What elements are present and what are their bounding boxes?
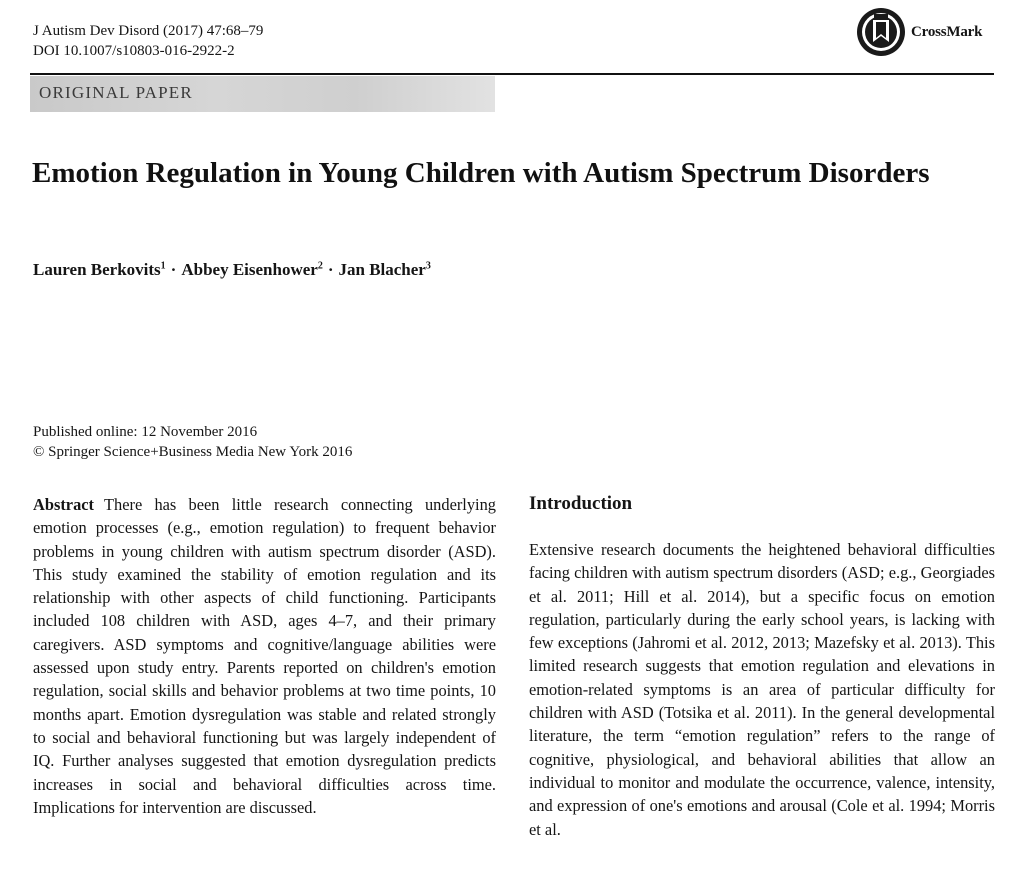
introduction-heading: Introduction bbox=[529, 493, 633, 514]
article-type-label: ORIGINAL PAPER bbox=[39, 83, 193, 102]
crossmark-icon bbox=[855, 6, 907, 58]
publication-info bbox=[33, 422, 352, 462]
author-separator: · bbox=[170, 260, 177, 279]
abstract-text: There has been little research connecting underlying emotion processes (e.g., emotion regulation) to frequent behavior problems in young children with autism spectrum disorder (ASD). This study examined the stability of emotion regulation and its relationship with other aspects of child functioning. Participants included 108 children with ASD, ages 4–7, and their primary caregivers. ASD symptoms and cognitive/language abilities were assessed upon study entry. Parents reported on children's emotion regulation, social skills and behavior problems at two time points, 10 months apart. Emotion dysregulation was stable and related strongly to social and behavioral functioning but was largely independent of IQ. Further analyses suggested that emotion dysregulation predicts increases in social and behavioral difficulties across time. Implications for intervention are discussed. bbox=[33, 495, 496, 817]
crossmark-label: CrossMark bbox=[911, 23, 983, 40]
author-name[interactable]: Abbey Eisenhower bbox=[181, 260, 318, 279]
author-name[interactable]: Lauren Berkovits bbox=[33, 260, 161, 279]
abstract-section bbox=[33, 493, 496, 819]
author-affiliation: 2 bbox=[317, 260, 323, 272]
published-date: Published online: 12 November 2016 bbox=[33, 424, 258, 440]
header-rule bbox=[30, 73, 994, 75]
author-list bbox=[33, 260, 431, 280]
paper-title: Emotion Regulation in Young Children with Autism Spectrum Disorders bbox=[32, 157, 930, 189]
copyright-notice: © Springer Science+Business Media New York 2016 bbox=[33, 444, 353, 460]
doi-line[interactable]: DOI 10.1007/s10803-016-2922-2 bbox=[33, 43, 235, 59]
introduction-section bbox=[529, 493, 995, 841]
author-affiliation: 1 bbox=[160, 260, 166, 272]
journal-citation bbox=[33, 21, 263, 61]
introduction-text: Extensive research documents the heightened behavioral difficulties facing children with autism spectrum disorders (ASD; e.g., Georgiades et al. 2011; Hill et al. 2014), but a specific focus on emotion regulation, particularly during the early school years, is lacking with few exceptions (Jahromi et al. 2012, 2013; Mazefsky et al. 2013). This limited research suggests that emotion regulation and elevations in emotion-related symptoms is an area of particular difficulty for children with ASD (Totsika et al. 2011). In the general developmental literature, the term “emotion regulation” refers to the range of cognitive, physiological, and behavioral abilities that allow an individual to monitor and modulate the occurrence, valence, intensity, and expression of one's emotions and arousal (Cole et al. 1994; Morris et al. bbox=[529, 540, 995, 839]
journal-line: J Autism Dev Disord (2017) 47:68–79 bbox=[33, 23, 264, 39]
article-type-banner bbox=[30, 76, 495, 112]
author-separator: · bbox=[327, 260, 334, 279]
abstract-label: Abstract bbox=[33, 495, 94, 514]
author-affiliation: 3 bbox=[425, 260, 431, 272]
author-name[interactable]: Jan Blacher bbox=[338, 260, 426, 279]
crossmark-badge[interactable] bbox=[855, 6, 982, 58]
